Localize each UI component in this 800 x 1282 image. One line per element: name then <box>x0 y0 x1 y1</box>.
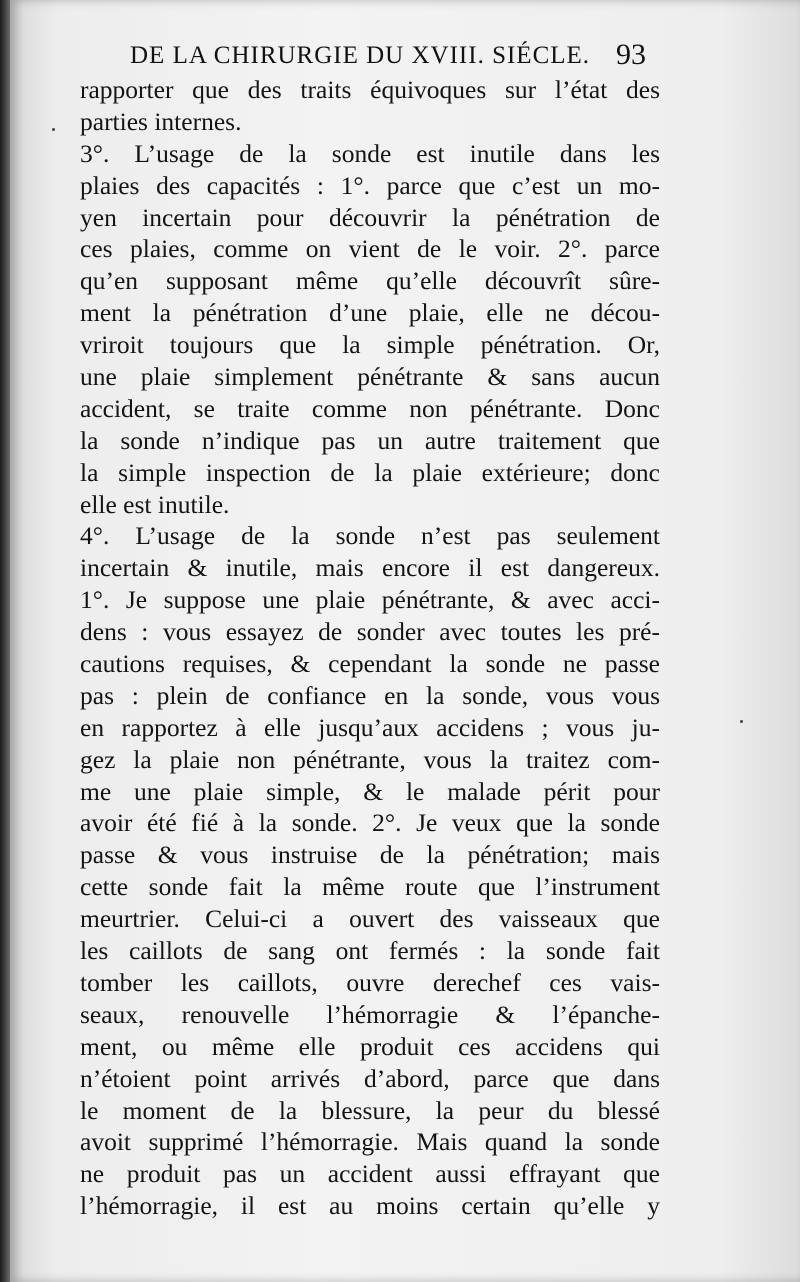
text-line: la simple inspection de la plaie extérieure; donc <box>80 457 660 487</box>
paper-speck <box>740 720 743 723</box>
text-line: passe & vous instruise de la pénétration; mais <box>80 840 660 870</box>
text-line: les caillots de sang ont fermés : la sonde fait <box>80 936 660 966</box>
running-head: DE LA CHIRURGIE DU XVIII. SIÉCLE. <box>130 42 591 69</box>
text-line: tomber les caillots, ouvre derechef ces vais- <box>80 967 660 997</box>
text-line: l’hémorragie, il est au moins certain qu’elle y <box>80 1191 660 1221</box>
text-line: qu’en supposant même qu’elle découvrît sûre- <box>80 266 660 296</box>
text-line: yen incertain pour découvrir la pénétration de <box>80 202 660 232</box>
text-line: en rapportez à elle jusqu’aux accidens ; vous ju- <box>80 712 660 742</box>
page-number: 93 <box>616 38 646 71</box>
text-line: vriroit toujours que la simple pénétration. Or, <box>80 330 660 360</box>
text-line: 3°. L’usage de la sonde est inutile dans les <box>80 138 660 168</box>
text-line: 1°. Je suppose une plaie pénétrante, & avec acci- <box>80 585 660 615</box>
text-line: incertain & inutile, mais encore il est dangereux. <box>80 553 660 583</box>
text-line: ne produit pas un accident aussi effrayant que <box>80 1159 660 1189</box>
text-line: avoit supprimé l’hémorragie. Mais quand la sonde <box>80 1127 660 1157</box>
text-line: meurtrier. Celui-ci a ouvert des vaisseaux que <box>80 904 660 934</box>
text-line: n’étoient point arrivés d’abord, parce que dans <box>80 1063 660 1093</box>
book-gutter <box>0 0 10 1282</box>
text-line: cautions requises, & cependant la sonde ne passe <box>80 649 660 679</box>
text-line: avoir été fié à la sonde. 2°. Je veux que la sonde <box>80 808 660 838</box>
text-line: me une plaie simple, & le malade périt pour <box>80 776 660 806</box>
text-line: 4°. L’usage de la sonde n’est pas seulement <box>80 521 660 551</box>
text-line: une plaie simplement pénétrante & sans aucun <box>80 362 660 392</box>
text-line: ment la pénétration d’une plaie, elle ne décou- <box>80 298 660 328</box>
text-line: dens : vous essayez de sonder avec toutes les pré- <box>80 617 660 647</box>
text-line: pas : plein de confiance en la sonde, vous vous <box>80 680 660 710</box>
text-line: ment, ou même elle produit ces accidens qui <box>80 1031 660 1061</box>
text-line: elle est inutile. <box>80 489 230 519</box>
text-line: seaux, renouvelle l’hémorragie & l’épanche- <box>80 999 660 1029</box>
paper-speck <box>52 128 55 131</box>
text-line: la sonde n’indique pas un autre traitement que <box>80 425 660 455</box>
body-text <box>80 74 660 1222</box>
text-line: cette sonde fait la même route que l’instrument <box>80 872 660 902</box>
text-line: gez la plaie non pénétrante, vous la traitez com- <box>80 744 660 774</box>
text-line: le moment de la blessure, la peur du blessé <box>80 1095 660 1125</box>
text-line: plaies des capacités : 1°. parce que c’est un mo- <box>80 170 660 200</box>
text-line: accident, se traite comme non pénétrante. Donc <box>80 393 660 423</box>
text-line: parties internes. <box>80 106 242 136</box>
text-line: ces plaies, comme on vient de le voir. 2°. parce <box>80 234 660 264</box>
text-line: rapporter que des traits équivoques sur l’état des <box>80 75 660 104</box>
